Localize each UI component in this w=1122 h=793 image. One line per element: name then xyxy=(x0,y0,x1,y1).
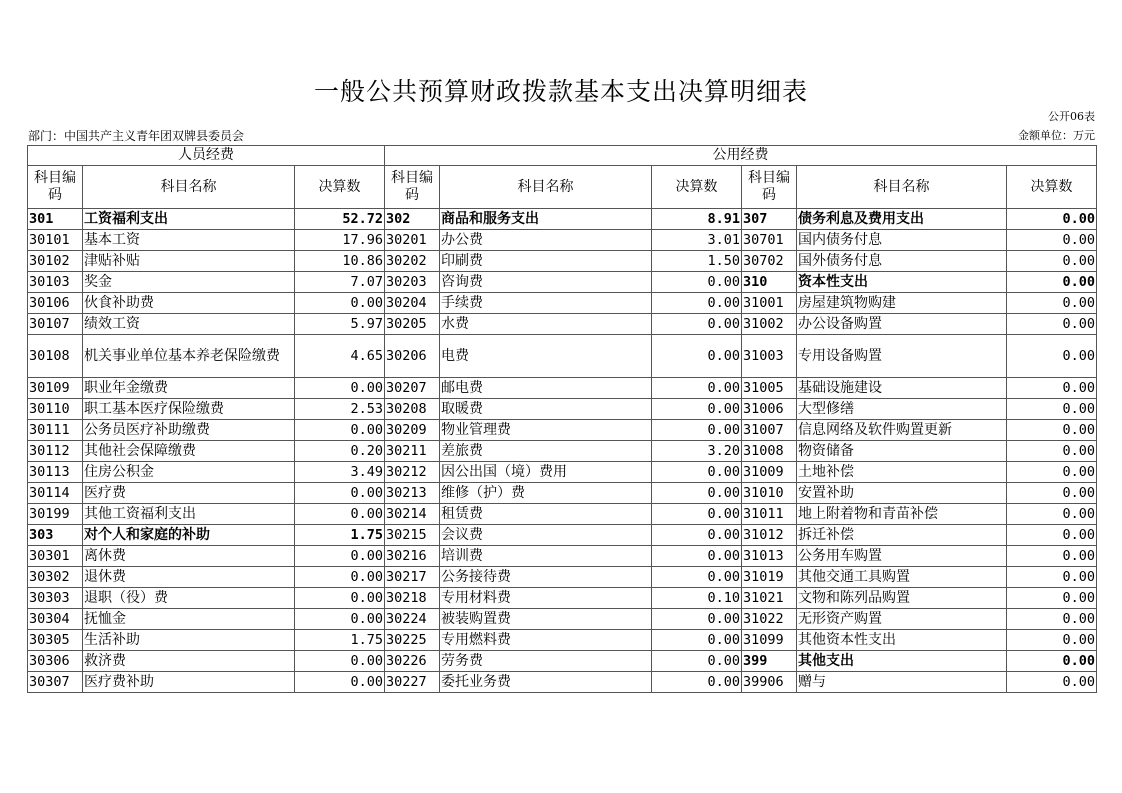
amount: 0.00 xyxy=(1007,546,1097,567)
department-label: 部门：中国共产主义青年团双牌县委员会 xyxy=(28,129,245,143)
amount: 0.00 xyxy=(1007,230,1097,251)
subject-name: 邮电费 xyxy=(440,378,652,399)
table-row xyxy=(28,314,1097,335)
subject-name: 委托业务费 xyxy=(440,672,652,693)
subject-code: 30209 xyxy=(385,420,440,441)
amount: 0.00 xyxy=(652,609,742,630)
subject-name: 印刷费 xyxy=(440,251,652,272)
subject-code: 30304 xyxy=(28,609,83,630)
table-row xyxy=(28,209,1097,230)
subject-name: 基础设施建设 xyxy=(797,378,1007,399)
subject-code: 30199 xyxy=(28,504,83,525)
column-header-row xyxy=(28,166,1097,209)
subject-code: 31003 xyxy=(742,335,797,378)
table-row xyxy=(28,420,1097,441)
subject-code: 307 xyxy=(742,209,797,230)
subject-name: 抚恤金 xyxy=(83,609,295,630)
expenditure-table xyxy=(27,145,1097,693)
amount: 0.00 xyxy=(652,525,742,546)
header-amount: 决算数 xyxy=(652,166,742,209)
subject-code: 30201 xyxy=(385,230,440,251)
amount: 4.65 xyxy=(295,335,385,378)
subject-code: 30207 xyxy=(385,378,440,399)
subject-name: 地上附着物和青苗补偿 xyxy=(797,504,1007,525)
amount: 7.07 xyxy=(295,272,385,293)
amount: 0.00 xyxy=(1007,420,1097,441)
table-row xyxy=(28,567,1097,588)
table-row xyxy=(28,525,1097,546)
subject-name: 职业年金缴费 xyxy=(83,378,295,399)
subject-code: 31009 xyxy=(742,462,797,483)
subject-code: 30702 xyxy=(742,251,797,272)
subject-code: 30216 xyxy=(385,546,440,567)
amount: 0.00 xyxy=(1007,651,1097,672)
subject-name: 因公出国（境）费用 xyxy=(440,462,652,483)
amount: 0.00 xyxy=(1007,483,1097,504)
amount: 0.00 xyxy=(1007,567,1097,588)
table-row xyxy=(28,399,1097,420)
amount: 0.00 xyxy=(652,378,742,399)
amount: 0.00 xyxy=(295,546,385,567)
subject-code: 30701 xyxy=(742,230,797,251)
subject-name: 其他工资福利支出 xyxy=(83,504,295,525)
subject-name: 无形资产购置 xyxy=(797,609,1007,630)
table-row xyxy=(28,462,1097,483)
amount: 0.00 xyxy=(1007,314,1097,335)
subject-code: 30218 xyxy=(385,588,440,609)
subject-code: 30212 xyxy=(385,462,440,483)
subject-code: 31008 xyxy=(742,441,797,462)
subject-code: 310 xyxy=(742,272,797,293)
subject-code: 30307 xyxy=(28,672,83,693)
subject-name: 土地补偿 xyxy=(797,462,1007,483)
subject-code: 31005 xyxy=(742,378,797,399)
subject-name: 机关事业单位基本养老保险缴费 xyxy=(83,335,295,378)
subject-code: 31022 xyxy=(742,609,797,630)
table-row xyxy=(28,272,1097,293)
subject-name: 办公设备购置 xyxy=(797,314,1007,335)
subject-name: 物资储备 xyxy=(797,441,1007,462)
table-row xyxy=(28,609,1097,630)
subject-code: 30114 xyxy=(28,483,83,504)
subject-name: 拆迁补偿 xyxy=(797,525,1007,546)
amount: 2.53 xyxy=(295,399,385,420)
table-row xyxy=(28,378,1097,399)
subject-name: 租赁费 xyxy=(440,504,652,525)
subject-code: 30102 xyxy=(28,251,83,272)
group-personnel: 人员经费 xyxy=(28,146,385,166)
amount: 0.00 xyxy=(652,651,742,672)
amount: 0.00 xyxy=(1007,588,1097,609)
subject-code: 30109 xyxy=(28,378,83,399)
table-row xyxy=(28,672,1097,693)
amount: 0.00 xyxy=(652,504,742,525)
table-row xyxy=(28,504,1097,525)
subject-name: 取暖费 xyxy=(440,399,652,420)
table-row xyxy=(28,630,1097,651)
amount: 1.75 xyxy=(295,630,385,651)
subject-name: 商品和服务支出 xyxy=(440,209,652,230)
amount: 0.00 xyxy=(652,630,742,651)
subject-code: 30227 xyxy=(385,672,440,693)
amount: 0.00 xyxy=(1007,272,1097,293)
subject-code: 30103 xyxy=(28,272,83,293)
subject-code: 30306 xyxy=(28,651,83,672)
amount: 0.00 xyxy=(652,272,742,293)
amount: 0.00 xyxy=(1007,378,1097,399)
subject-code: 30202 xyxy=(385,251,440,272)
amount: 5.97 xyxy=(295,314,385,335)
amount: 0.00 xyxy=(1007,672,1097,693)
amount: 0.00 xyxy=(295,672,385,693)
subject-name: 手续费 xyxy=(440,293,652,314)
subject-code: 30113 xyxy=(28,462,83,483)
subject-code: 30305 xyxy=(28,630,83,651)
subject-code: 30303 xyxy=(28,588,83,609)
amount: 0.20 xyxy=(295,441,385,462)
table-row xyxy=(28,546,1097,567)
subject-code: 30203 xyxy=(385,272,440,293)
amount: 0.00 xyxy=(652,462,742,483)
subject-code: 30217 xyxy=(385,567,440,588)
subject-name: 医疗费补助 xyxy=(83,672,295,693)
amount: 0.00 xyxy=(1007,209,1097,230)
header-code: 科目编码 xyxy=(742,166,797,209)
amount: 1.75 xyxy=(295,525,385,546)
amount: 0.00 xyxy=(652,546,742,567)
subject-code: 30108 xyxy=(28,335,83,378)
amount: 0.00 xyxy=(1007,251,1097,272)
subject-code: 399 xyxy=(742,651,797,672)
amount: 0.00 xyxy=(652,483,742,504)
subject-name: 差旅费 xyxy=(440,441,652,462)
subject-name: 奖金 xyxy=(83,272,295,293)
subject-name: 退职（役）费 xyxy=(83,588,295,609)
subject-name: 工资福利支出 xyxy=(83,209,295,230)
amount: 17.96 xyxy=(295,230,385,251)
amount: 0.00 xyxy=(652,293,742,314)
subject-code: 31012 xyxy=(742,525,797,546)
subject-code: 30214 xyxy=(385,504,440,525)
subject-name: 公务用车购置 xyxy=(797,546,1007,567)
table-row xyxy=(28,441,1097,462)
subject-name: 办公费 xyxy=(440,230,652,251)
amount: 0.00 xyxy=(295,420,385,441)
table-row xyxy=(28,483,1097,504)
subject-name: 水费 xyxy=(440,314,652,335)
subject-name: 其他支出 xyxy=(797,651,1007,672)
amount: 8.91 xyxy=(652,209,742,230)
subject-name: 其他社会保障缴费 xyxy=(83,441,295,462)
subject-code: 31010 xyxy=(742,483,797,504)
subject-code: 31099 xyxy=(742,630,797,651)
subject-code: 31002 xyxy=(742,314,797,335)
subject-code: 30226 xyxy=(385,651,440,672)
subject-code: 303 xyxy=(28,525,83,546)
amount: 0.00 xyxy=(295,378,385,399)
subject-code: 30101 xyxy=(28,230,83,251)
amount: 0.00 xyxy=(295,483,385,504)
subject-code: 30107 xyxy=(28,314,83,335)
subject-name: 津贴补贴 xyxy=(83,251,295,272)
unit-label: 金额单位：万元 xyxy=(1018,129,1095,142)
amount: 3.01 xyxy=(652,230,742,251)
subject-name: 文物和陈列品购置 xyxy=(797,588,1007,609)
amount: 0.00 xyxy=(1007,335,1097,378)
amount: 0.00 xyxy=(295,567,385,588)
subject-name: 伙食补助费 xyxy=(83,293,295,314)
subject-code: 30205 xyxy=(385,314,440,335)
subject-code: 30213 xyxy=(385,483,440,504)
subject-code: 30215 xyxy=(385,525,440,546)
subject-code: 31006 xyxy=(742,399,797,420)
amount: 0.00 xyxy=(652,314,742,335)
subject-name: 债务利息及费用支出 xyxy=(797,209,1007,230)
subject-name: 培训费 xyxy=(440,546,652,567)
subject-code: 30224 xyxy=(385,609,440,630)
header-name: 科目名称 xyxy=(83,166,295,209)
amount: 0.00 xyxy=(295,609,385,630)
amount: 0.00 xyxy=(1007,630,1097,651)
subject-name: 电费 xyxy=(440,335,652,378)
amount: 0.00 xyxy=(1007,609,1097,630)
subject-code: 301 xyxy=(28,209,83,230)
subject-name: 会议费 xyxy=(440,525,652,546)
subject-name: 专用设备购置 xyxy=(797,335,1007,378)
group-public: 公用经费 xyxy=(385,146,1097,166)
header-code: 科目编码 xyxy=(28,166,83,209)
subject-name: 专用燃料费 xyxy=(440,630,652,651)
amount: 0.00 xyxy=(652,399,742,420)
subject-name: 职工基本医疗保险缴费 xyxy=(83,399,295,420)
subject-code: 30301 xyxy=(28,546,83,567)
header-name: 科目名称 xyxy=(797,166,1007,209)
subject-name: 救济费 xyxy=(83,651,295,672)
subject-code: 31021 xyxy=(742,588,797,609)
subject-name: 专用材料费 xyxy=(440,588,652,609)
form-code: 公开06表 xyxy=(1048,110,1095,123)
amount: 0.00 xyxy=(295,504,385,525)
amount: 0.00 xyxy=(1007,525,1097,546)
amount: 3.49 xyxy=(295,462,385,483)
amount: 0.00 xyxy=(295,588,385,609)
subject-name: 其他资本性支出 xyxy=(797,630,1007,651)
subject-name: 房屋建筑物购建 xyxy=(797,293,1007,314)
subject-name: 离休费 xyxy=(83,546,295,567)
table-row xyxy=(28,251,1097,272)
subject-code: 30111 xyxy=(28,420,83,441)
subject-name: 国外债务付息 xyxy=(797,251,1007,272)
subject-code: 31011 xyxy=(742,504,797,525)
subject-name: 住房公积金 xyxy=(83,462,295,483)
subject-name: 咨询费 xyxy=(440,272,652,293)
subject-code: 30204 xyxy=(385,293,440,314)
subject-code: 30225 xyxy=(385,630,440,651)
table-row xyxy=(28,588,1097,609)
page-title: 一般公共预算财政拨款基本支出决算明细表 xyxy=(313,77,808,106)
table-row xyxy=(28,335,1097,378)
subject-code: 31019 xyxy=(742,567,797,588)
subject-name: 信息网络及软件购置更新 xyxy=(797,420,1007,441)
subject-name: 赠与 xyxy=(797,672,1007,693)
subject-name: 被装购置费 xyxy=(440,609,652,630)
amount: 10.86 xyxy=(295,251,385,272)
subject-name: 大型修缮 xyxy=(797,399,1007,420)
header-name: 科目名称 xyxy=(440,166,652,209)
subject-name: 绩效工资 xyxy=(83,314,295,335)
subject-code: 31007 xyxy=(742,420,797,441)
amount: 3.20 xyxy=(652,441,742,462)
subject-name: 资本性支出 xyxy=(797,272,1007,293)
amount: 52.72 xyxy=(295,209,385,230)
amount: 0.00 xyxy=(1007,441,1097,462)
amount: 1.50 xyxy=(652,251,742,272)
subject-name: 公务接待费 xyxy=(440,567,652,588)
amount: 0.00 xyxy=(1007,462,1097,483)
subject-name: 劳务费 xyxy=(440,651,652,672)
subject-name: 其他交通工具购置 xyxy=(797,567,1007,588)
amount: 0.00 xyxy=(295,651,385,672)
amount: 0.00 xyxy=(1007,399,1097,420)
subject-code: 30208 xyxy=(385,399,440,420)
subject-name: 公务员医疗补助缴费 xyxy=(83,420,295,441)
subject-name: 退休费 xyxy=(83,567,295,588)
group-header-row xyxy=(28,146,1097,166)
amount: 0.00 xyxy=(652,672,742,693)
table-row xyxy=(28,651,1097,672)
subject-code: 30302 xyxy=(28,567,83,588)
subject-name: 物业管理费 xyxy=(440,420,652,441)
table-row xyxy=(28,293,1097,314)
subject-name: 生活补助 xyxy=(83,630,295,651)
subject-name: 安置补助 xyxy=(797,483,1007,504)
subject-name: 对个人和家庭的补助 xyxy=(83,525,295,546)
amount: 0.10 xyxy=(652,588,742,609)
amount: 0.00 xyxy=(1007,504,1097,525)
table-row xyxy=(28,230,1097,251)
subject-code: 31013 xyxy=(742,546,797,567)
amount: 0.00 xyxy=(652,567,742,588)
subject-name: 基本工资 xyxy=(83,230,295,251)
subject-name: 国内债务付息 xyxy=(797,230,1007,251)
amount: 0.00 xyxy=(295,293,385,314)
subject-code: 30211 xyxy=(385,441,440,462)
header-code: 科目编码 xyxy=(385,166,440,209)
subject-code: 30106 xyxy=(28,293,83,314)
subject-code: 31001 xyxy=(742,293,797,314)
subject-code: 30112 xyxy=(28,441,83,462)
amount: 0.00 xyxy=(1007,293,1097,314)
subject-code: 30110 xyxy=(28,399,83,420)
subject-code: 302 xyxy=(385,209,440,230)
header-amount: 决算数 xyxy=(295,166,385,209)
subject-code: 30206 xyxy=(385,335,440,378)
subject-name: 维修（护）费 xyxy=(440,483,652,504)
amount: 0.00 xyxy=(652,335,742,378)
amount: 0.00 xyxy=(652,420,742,441)
subject-code: 39906 xyxy=(742,672,797,693)
header-amount: 决算数 xyxy=(1007,166,1097,209)
subject-name: 医疗费 xyxy=(83,483,295,504)
